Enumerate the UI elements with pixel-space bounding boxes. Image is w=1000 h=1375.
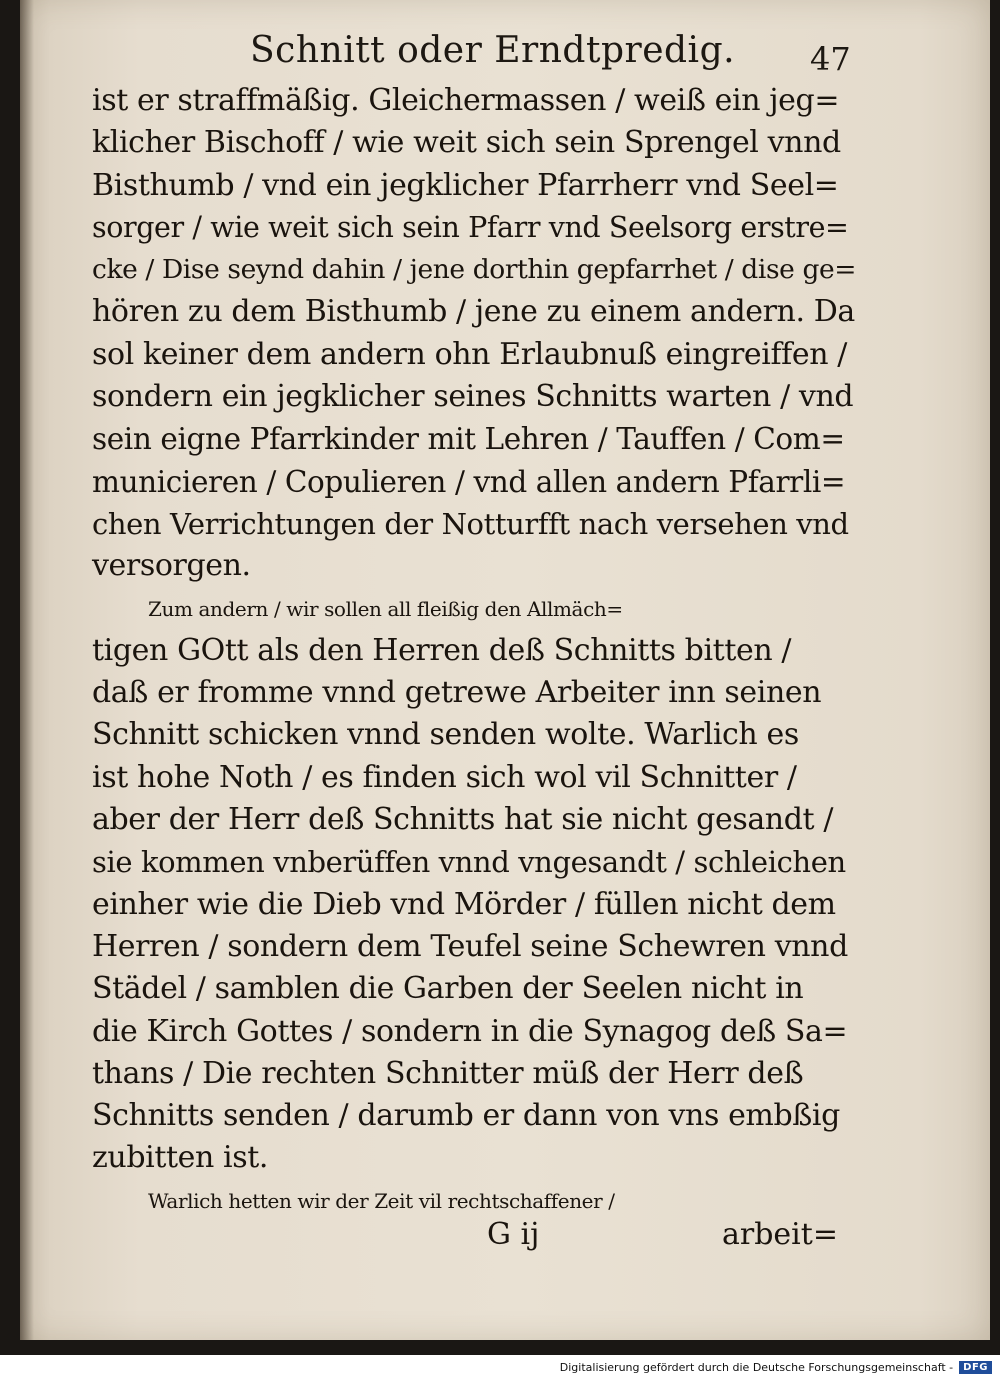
text-line: Bisthumb / vnd ein jegklicher Pfarrherr vnd Seel=: [92, 167, 839, 203]
text-line: sol keiner dem andern ohn Erlaubnuß eingreiffen /: [92, 336, 847, 372]
text-line: hören zu dem Bisthumb / jene zu einem andern. Da: [92, 294, 855, 330]
dfg-logo: DFG: [959, 1361, 992, 1374]
text-line: Städel / samblen die Garben der Seelen nicht in: [92, 971, 804, 1007]
page-number: 47: [810, 40, 851, 78]
credit-text: Digitalisierung gefördert durch die Deutsche Forschungsgemeinschaft -: [559, 1361, 954, 1374]
text-line: aber der Herr deß Schnitts hat sie nicht gesandt /: [92, 802, 834, 838]
body-text: [92, 80, 857, 1222]
text-line: sie kommen vnberüffen vnnd vngesandt / schleichen: [92, 845, 846, 880]
signature-line: [92, 1217, 852, 1259]
text-line: cke / Dise seynd dahin / jene dorthin gepfarrhet / dise ge=: [92, 254, 857, 286]
text-line: einher wie die Dieb vnd Mörder / füllen nicht dem: [92, 886, 836, 922]
text-line: klicher Bischoff / wie weit sich sein Sprengel vnnd: [92, 125, 841, 161]
digitization-credit: [560, 1361, 992, 1374]
text-line: Schnitts senden / darumb er dann von vns embßig: [92, 1098, 840, 1134]
running-head: Schnitt oder Erndtpredig.: [250, 30, 736, 71]
paragraph-start-line: Warlich hetten wir der Zeit vil rechtschaffener /: [148, 1188, 615, 1213]
text-line: ist er straffmäßig. Gleichermassen / weiß ein jeg=: [92, 83, 840, 118]
text-line: tigen GOtt als den Herren deß Schnitts bitten /: [92, 632, 792, 668]
text-line: daß er fromme vnnd getrewe Arbeiter inn seinen: [92, 675, 822, 711]
text-line: ist hohe Noth / es finden sich wol vil Schnitter /: [92, 759, 797, 795]
text-line: municieren / Copulieren / vnd allen andern Pfarrli=: [92, 464, 846, 499]
paragraph-start-line: Zum andern / wir sollen all fleißig den Allmäch=: [148, 596, 623, 621]
text-line: sorger / wie weit sich sein Pfarr vnd Seelsorg erstre=: [92, 210, 849, 244]
text-line: chen Verrichtungen der Notturfft nach versehen vnd: [92, 506, 849, 541]
catchword: arbeit=: [722, 1217, 838, 1252]
text-line: Schnitt schicken vnnd senden wolte. Warlich es: [92, 717, 799, 753]
signature-mark: G ij: [487, 1217, 540, 1252]
text-line: die Kirch Gottes / sondern in die Synagog deß Sa=: [92, 1013, 848, 1049]
text-line: versorgen.: [92, 548, 251, 584]
text-line: sein eigne Pfarrkinder mit Lehren / Tauffen / Com=: [92, 422, 845, 457]
text-line: Herren / sondern dem Teufel seine Schewren vnnd: [92, 928, 848, 964]
gutter-shadow: [20, 0, 34, 1340]
text-line: thans / Die rechten Schnitter müß der Herr deß: [92, 1055, 804, 1091]
text-line: zubitten ist.: [92, 1140, 269, 1176]
text-line: sondern ein jegklicher seines Schnitts warten / vnd: [92, 379, 854, 415]
